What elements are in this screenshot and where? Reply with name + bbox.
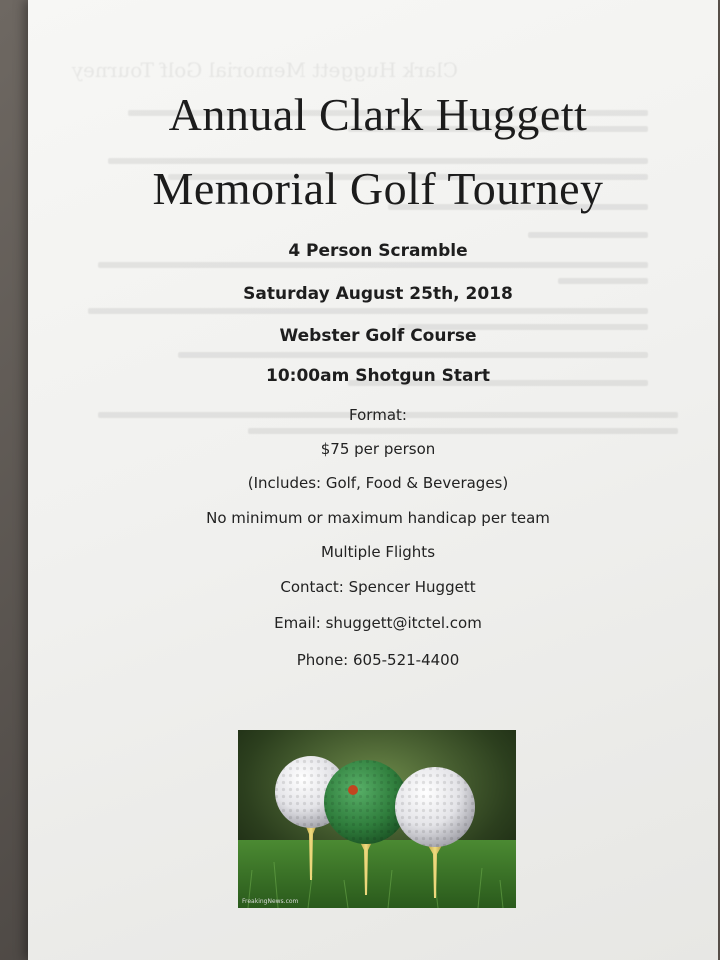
venue: Webster Golf Course [279,326,477,346]
bleed-line [88,308,648,314]
price: $75 per person [320,440,436,458]
bleed-line [528,232,648,238]
format-label: Format: [349,406,407,424]
format-type: 4 Person Scramble [288,241,468,261]
handicap-note: No minimum or maximum handicap per team [206,509,550,527]
title-line-1: Annual Clark Huggett [168,89,588,140]
golf-balls-on-tees-icon [238,730,516,908]
title-line-2: Memorial Golf Tourney [152,163,604,214]
includes: (Includes: Golf, Food & Beverages) [247,474,509,492]
image-watermark: FreakingNews.com [242,898,299,905]
bleed-through-title: Clark Huggett Memorial Golf Tourney [71,58,458,82]
start-time: 10:00am Shotgun Start [265,366,490,386]
bleed-line [98,262,648,268]
flights: Multiple Flights [320,543,436,561]
bleed-line [248,428,678,434]
event-date: Saturday August 25th, 2018 [243,284,513,304]
contact-phone: Phone: 605-521-4400 [296,651,460,669]
contact-email: Email: shuggett@itctel.com [274,614,482,632]
bleed-line [178,352,648,358]
flyer-paper [28,0,718,960]
contact-name: Contact: Spencer Huggett [280,578,476,596]
golf-balls-image [238,730,516,908]
